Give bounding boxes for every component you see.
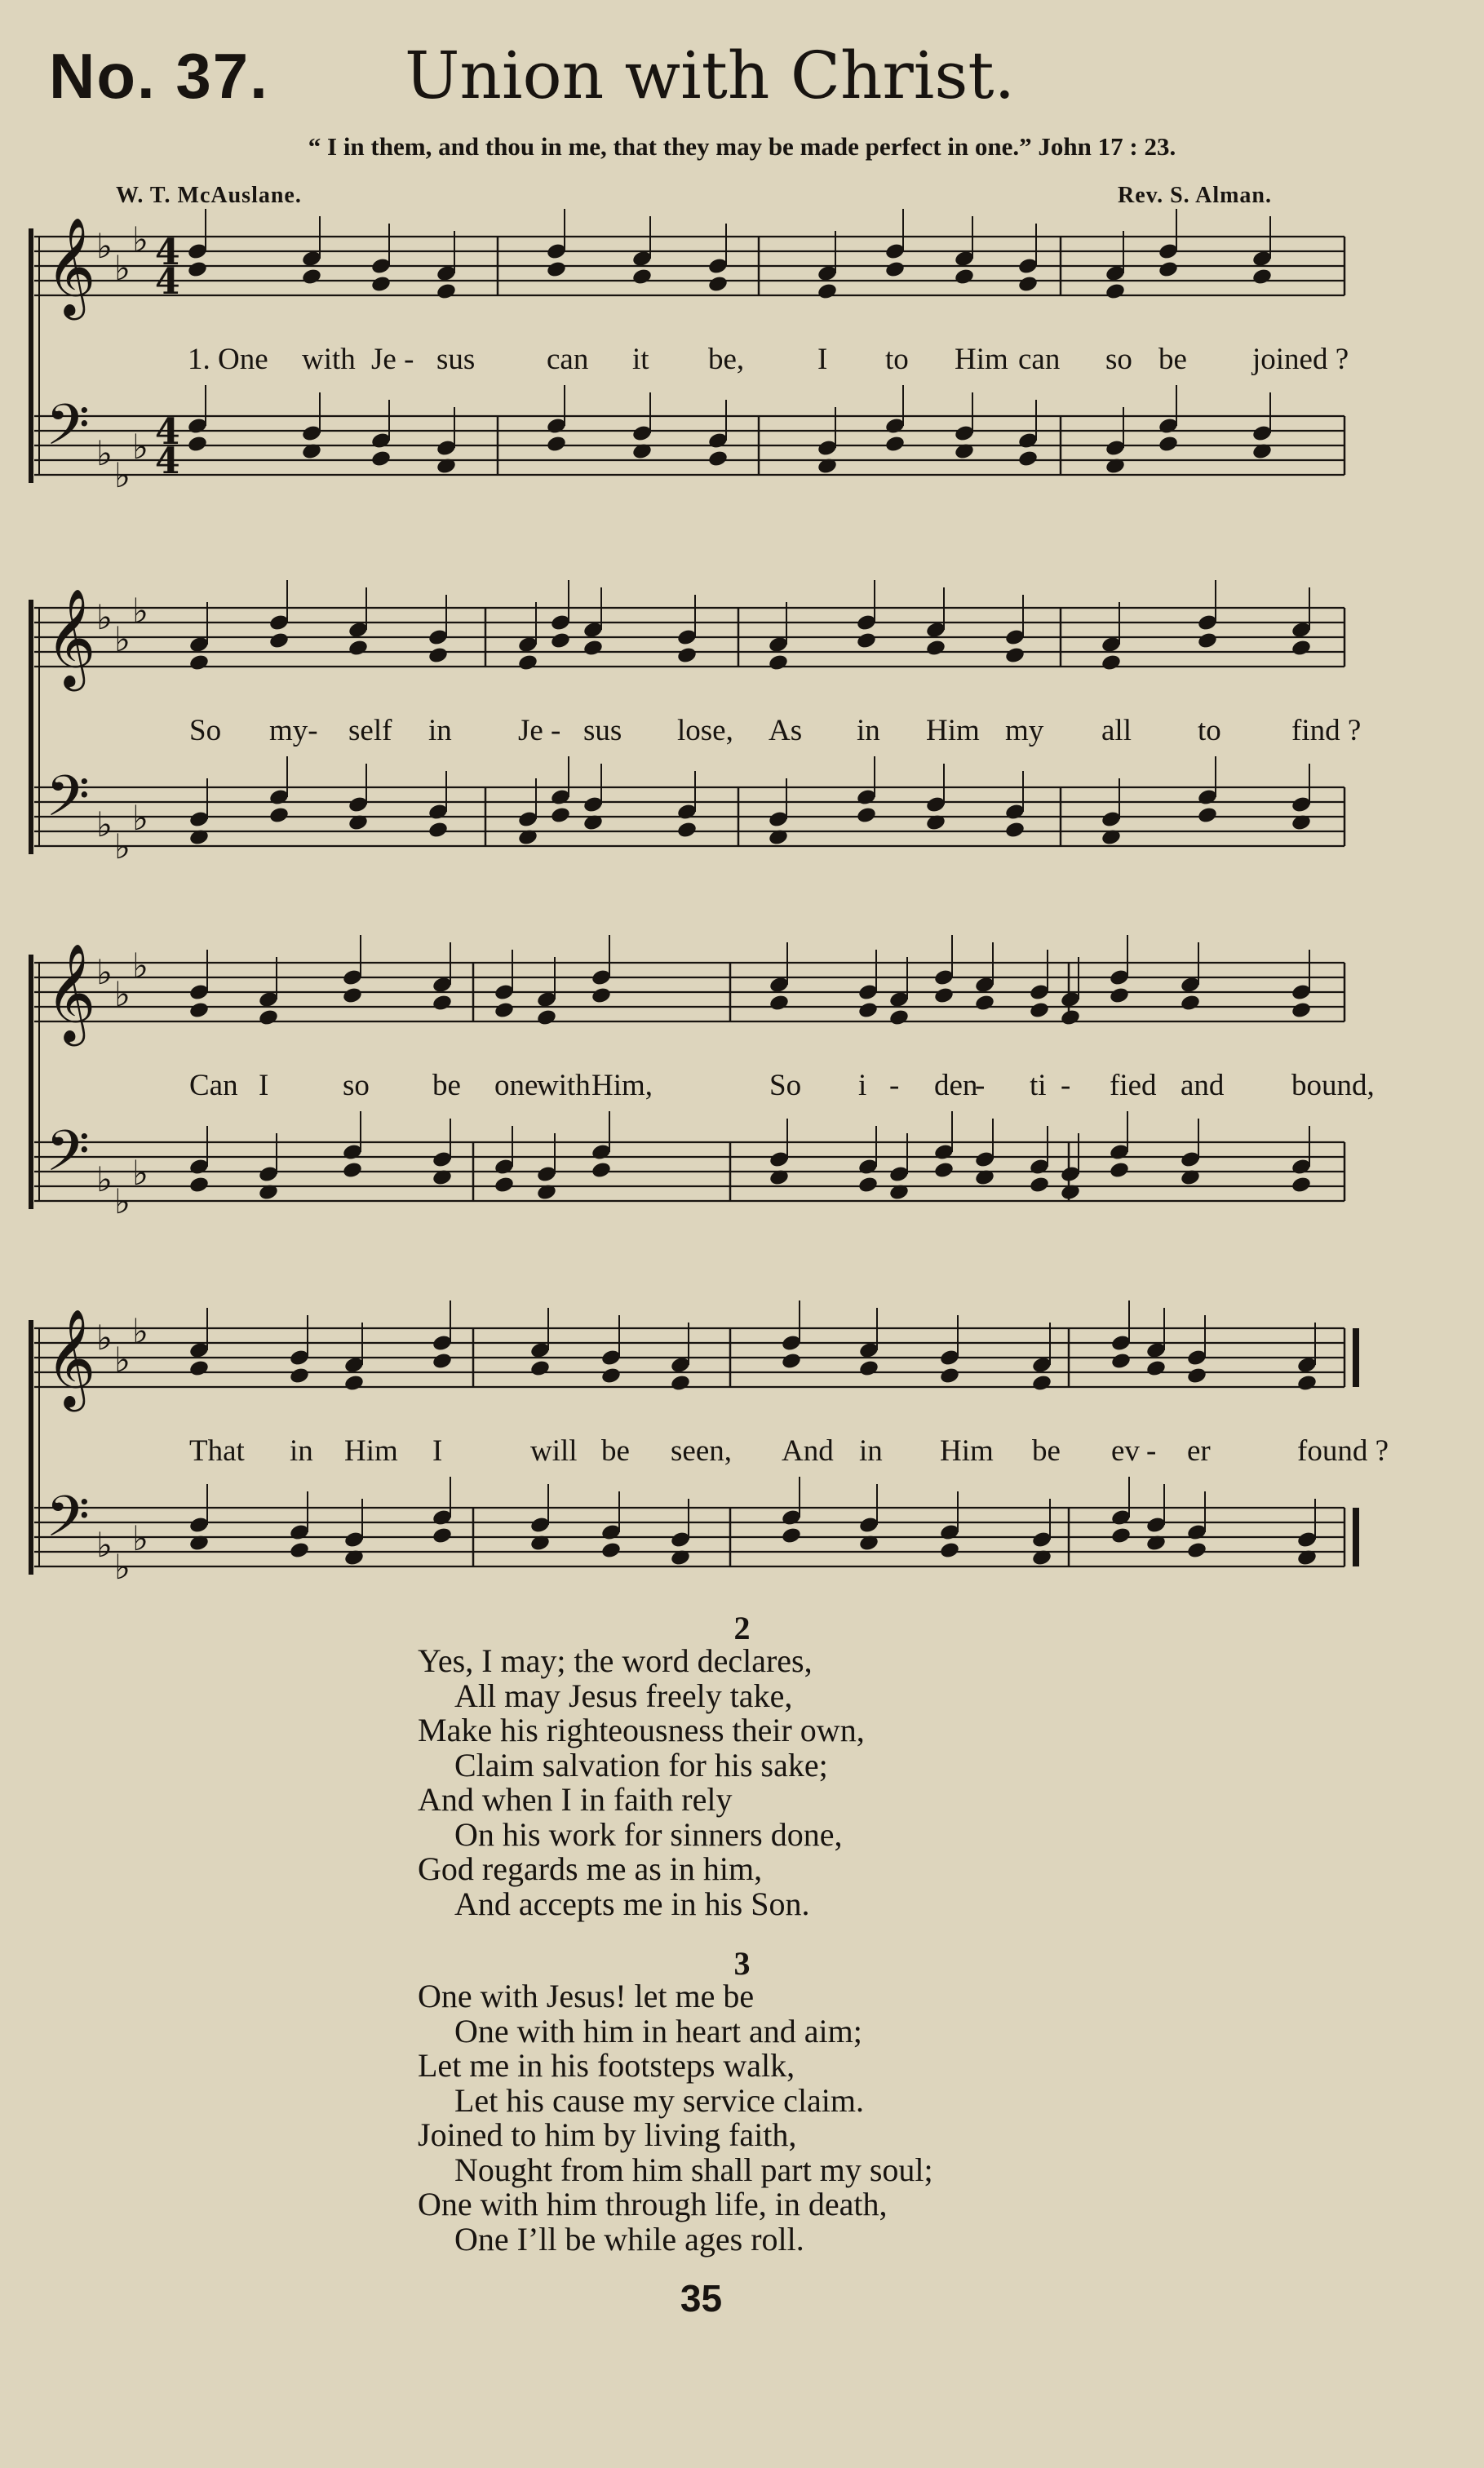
bass-clef-icon: 𝄢 bbox=[46, 1483, 91, 1563]
treble-note bbox=[1105, 282, 1126, 301]
verse-line: Make his righteousness their own, bbox=[418, 1712, 865, 1748]
verse-line: Let his cause my service claim. bbox=[454, 2081, 865, 2119]
treble-note bbox=[1197, 631, 1218, 650]
bass-note bbox=[546, 435, 567, 454]
lyric-syllable: can bbox=[547, 343, 589, 376]
flat-sign-icon: ♭ bbox=[132, 1314, 148, 1351]
treble-note bbox=[954, 268, 975, 286]
treble-note bbox=[1029, 1001, 1050, 1020]
treble-note bbox=[631, 268, 653, 286]
treble-note bbox=[536, 1008, 557, 1027]
treble-note bbox=[1180, 994, 1201, 1012]
flat-sign-icon: ♭ bbox=[96, 1162, 113, 1199]
bass-note bbox=[600, 1541, 622, 1560]
treble-note bbox=[1158, 260, 1179, 279]
lyric-syllable: found ? bbox=[1297, 1434, 1389, 1468]
verse-line: One with Jesus! let me be bbox=[418, 1978, 755, 2014]
treble-note bbox=[517, 654, 538, 672]
treble-note bbox=[939, 1367, 960, 1385]
lyric-syllable: it bbox=[632, 343, 649, 376]
lyric-syllable: den bbox=[934, 1069, 978, 1102]
lyric-syllable: - bbox=[1061, 1069, 1071, 1102]
treble-clef-icon: 𝄞 bbox=[46, 216, 96, 316]
lyric-syllable: - bbox=[1146, 1434, 1157, 1468]
bass-note bbox=[933, 1161, 955, 1180]
verse-line: God regards me as in him, bbox=[418, 1850, 763, 1887]
flat-sign-icon: ♭ bbox=[114, 1342, 131, 1380]
lyric-syllable: Je - bbox=[371, 343, 414, 376]
treble-note bbox=[858, 1359, 879, 1378]
treble-note bbox=[342, 986, 363, 1005]
treble-note bbox=[676, 646, 698, 665]
flat-sign-icon: ♭ bbox=[96, 807, 113, 844]
bass-note bbox=[591, 1161, 612, 1180]
lyric-syllable: - bbox=[975, 1069, 986, 1102]
bass-note bbox=[1029, 1176, 1050, 1194]
bass-note bbox=[1004, 821, 1026, 840]
bass-note bbox=[550, 806, 571, 825]
lyric-syllable: to bbox=[1198, 714, 1221, 747]
lyric-syllable: can bbox=[1018, 343, 1061, 376]
treble-note bbox=[1031, 1374, 1052, 1393]
flat-sign-icon: ♭ bbox=[114, 1549, 131, 1587]
treble-note bbox=[529, 1359, 551, 1378]
flat-sign-icon: ♭ bbox=[114, 622, 131, 659]
lyric-syllable: That bbox=[189, 1434, 245, 1468]
bass-note bbox=[188, 1176, 210, 1194]
lyric-syllable: Him bbox=[955, 343, 1008, 376]
flat-sign-icon: ♭ bbox=[132, 1155, 148, 1193]
treble-note bbox=[1060, 1008, 1081, 1027]
flat-sign-icon: ♭ bbox=[132, 1521, 148, 1558]
flat-sign-icon: ♭ bbox=[132, 429, 148, 467]
treble-note bbox=[494, 1001, 515, 1020]
lyric-syllable: my- bbox=[269, 714, 318, 747]
treble-note bbox=[268, 631, 290, 650]
bass-note bbox=[187, 435, 208, 454]
lyric-syllable: Can bbox=[189, 1069, 238, 1102]
lyric-syllable: self bbox=[348, 714, 392, 747]
bass-clef-icon: 𝄢 bbox=[46, 392, 91, 472]
treble-clef-icon: 𝄞 bbox=[46, 1308, 96, 1407]
bass-note bbox=[268, 806, 290, 825]
bass-note bbox=[857, 1176, 879, 1194]
lyric-syllable: As bbox=[769, 714, 803, 747]
flat-sign-icon: ♭ bbox=[96, 600, 113, 637]
treble-note bbox=[888, 1008, 910, 1027]
verse-line: And when I in faith rely bbox=[418, 1781, 733, 1818]
treble-note bbox=[1186, 1367, 1207, 1385]
time-signature: 4 bbox=[155, 261, 180, 303]
bass-clef-icon: 𝄢 bbox=[46, 1118, 91, 1198]
treble-note bbox=[856, 631, 877, 650]
verse-line: Let me in his footsteps walk, bbox=[418, 2047, 795, 2084]
bass-note bbox=[856, 806, 877, 825]
lyric-syllable: Je bbox=[518, 714, 543, 747]
treble-note bbox=[1017, 275, 1039, 294]
lyric-syllable: to bbox=[885, 343, 909, 376]
lyric-syllable: sus bbox=[583, 714, 622, 747]
lyric-syllable: So bbox=[189, 714, 222, 747]
flat-sign-icon: ♭ bbox=[114, 1184, 131, 1221]
lyric-syllable: er bbox=[1187, 1434, 1211, 1468]
treble-clef-icon: 𝄞 bbox=[46, 942, 96, 1042]
lyric-syllable: Him, bbox=[591, 1069, 653, 1102]
lyric-syllable: I bbox=[817, 343, 828, 376]
flat-sign-icon: ♭ bbox=[114, 977, 131, 1014]
lyric-syllable: I bbox=[259, 1069, 269, 1102]
treble-note bbox=[301, 268, 322, 286]
verse-line: One I’ll be while ages roll. bbox=[454, 2220, 804, 2258]
treble-note bbox=[343, 1374, 365, 1393]
lyric-syllable: - bbox=[889, 1069, 900, 1102]
treble-note bbox=[768, 654, 789, 672]
bass-note bbox=[1291, 1176, 1312, 1194]
flat-sign-icon: ♭ bbox=[96, 1527, 113, 1565]
lyric-syllable: all bbox=[1101, 714, 1132, 747]
treble-note bbox=[1109, 986, 1130, 1005]
treble-note bbox=[550, 631, 571, 650]
treble-note bbox=[187, 260, 208, 279]
treble-note bbox=[925, 639, 946, 658]
lyric-syllable: one bbox=[494, 1069, 538, 1102]
treble-note bbox=[1291, 1001, 1312, 1020]
lyric-syllable: be, bbox=[708, 343, 745, 376]
verse-2 bbox=[418, 1644, 865, 1921]
lyric-syllable: will bbox=[530, 1434, 578, 1468]
flat-sign-icon: ♭ bbox=[114, 829, 131, 866]
lyric-syllable: fied bbox=[1110, 1069, 1157, 1102]
time-signature: 4 bbox=[155, 232, 180, 273]
lyric-syllable: so bbox=[343, 1069, 370, 1102]
bass-note bbox=[289, 1541, 310, 1560]
lyric-syllable: in bbox=[857, 714, 880, 747]
time-signature: 4 bbox=[155, 441, 180, 482]
lyric-syllable: ev bbox=[1111, 1434, 1140, 1468]
bass-note bbox=[494, 1176, 515, 1194]
treble-note bbox=[1251, 268, 1273, 286]
composer-credit: W. T. McAuslane. bbox=[116, 183, 302, 208]
lyric-syllable: Him bbox=[940, 1434, 994, 1468]
treble-note bbox=[432, 994, 453, 1012]
lyric-syllable: so bbox=[1105, 343, 1132, 376]
treble-note bbox=[432, 1352, 453, 1371]
treble-note bbox=[769, 994, 790, 1012]
bass-note bbox=[1197, 806, 1218, 825]
treble-note bbox=[436, 282, 457, 301]
verse-line: One with him through life, in death, bbox=[418, 2186, 888, 2222]
lyric-syllable: So bbox=[769, 1069, 802, 1102]
treble-note bbox=[591, 986, 612, 1005]
treble-note bbox=[1101, 654, 1122, 672]
bass-note bbox=[342, 1161, 363, 1180]
lyric-syllable: in bbox=[290, 1434, 313, 1468]
bass-note bbox=[676, 821, 698, 840]
hymn-title: Union with Christ. bbox=[405, 38, 1016, 113]
hymn-number: No. 37. bbox=[49, 40, 269, 112]
treble-note bbox=[1004, 646, 1026, 665]
lyric-syllable: be bbox=[601, 1434, 630, 1468]
page-number: 35 bbox=[680, 2277, 723, 2320]
verse-2-number: 2 bbox=[733, 1610, 751, 1646]
scripture-epigraph: “ I in them, and thou in me, that they may be made perfect in one.” John 17 : 23. bbox=[308, 132, 1176, 161]
bass-note bbox=[1186, 1541, 1207, 1560]
lyric-syllable: be bbox=[1032, 1434, 1061, 1468]
flat-sign-icon: ♭ bbox=[132, 593, 148, 631]
treble-note bbox=[600, 1367, 622, 1385]
flat-sign-icon: ♭ bbox=[114, 458, 131, 495]
lyric-syllable: be bbox=[432, 1069, 461, 1102]
treble-note bbox=[348, 639, 369, 658]
lyric-syllable: be bbox=[1158, 343, 1187, 376]
treble-note bbox=[188, 1001, 210, 1020]
lyric-syllable: find ? bbox=[1291, 714, 1362, 747]
bass-note bbox=[884, 435, 906, 454]
bass-note bbox=[1109, 1161, 1130, 1180]
bass-note bbox=[939, 1541, 960, 1560]
treble-note bbox=[974, 994, 995, 1012]
verse-line: Joined to him by living faith, bbox=[418, 2116, 797, 2153]
treble-note bbox=[188, 1359, 210, 1378]
flat-sign-icon: ♭ bbox=[132, 222, 148, 259]
verse-line: On his work for sinners done, bbox=[454, 1815, 843, 1853]
treble-note bbox=[933, 986, 955, 1005]
treble-note bbox=[670, 1374, 691, 1393]
flat-sign-icon: ♭ bbox=[96, 1320, 113, 1358]
treble-note bbox=[707, 275, 729, 294]
bass-note bbox=[1158, 435, 1179, 454]
lyric-syllable: 1. One bbox=[188, 343, 268, 376]
lyric-syllable: with bbox=[302, 343, 356, 376]
lyric-syllable: i bbox=[858, 1069, 867, 1102]
bass-note bbox=[781, 1526, 802, 1545]
treble-note bbox=[1296, 1374, 1318, 1393]
verse-line: One with him in heart and aim; bbox=[454, 2012, 862, 2049]
lyric-syllable: sus bbox=[436, 343, 476, 376]
verse-line: Yes, I may; the word declares, bbox=[418, 1642, 813, 1679]
treble-note bbox=[546, 260, 567, 279]
verse-line: Nought from him shall part my soul; bbox=[454, 2151, 933, 2188]
flat-sign-icon: ♭ bbox=[96, 955, 113, 992]
lyric-syllable: in bbox=[859, 1434, 883, 1468]
lyric-syllable: seen, bbox=[671, 1434, 732, 1468]
lyric-syllable: bound, bbox=[1291, 1069, 1375, 1102]
verse-line: Claim salvation for his sake; bbox=[454, 1746, 828, 1783]
author-credit: Rev. S. Alman. bbox=[1117, 183, 1272, 208]
bass-note bbox=[1110, 1526, 1132, 1545]
lyric-syllable: Him bbox=[344, 1434, 398, 1468]
treble-note bbox=[427, 646, 449, 665]
flat-sign-icon: ♭ bbox=[96, 436, 113, 473]
bass-note bbox=[432, 1526, 453, 1545]
treble-note bbox=[258, 1008, 279, 1027]
treble-note bbox=[884, 260, 906, 279]
treble-note bbox=[781, 1352, 802, 1371]
lyric-syllable: joined ? bbox=[1252, 343, 1349, 376]
treble-note bbox=[370, 275, 392, 294]
verse-3-number: 3 bbox=[733, 1945, 751, 1982]
flat-sign-icon: ♭ bbox=[96, 228, 113, 266]
lyric-syllable: I bbox=[432, 1434, 443, 1468]
verse-3 bbox=[418, 1979, 933, 2257]
lyric-syllable: in bbox=[428, 714, 452, 747]
bass-note bbox=[370, 450, 392, 468]
flat-sign-icon: ♭ bbox=[132, 800, 148, 838]
treble-note bbox=[289, 1367, 310, 1385]
treble-note bbox=[1110, 1352, 1132, 1371]
treble-note bbox=[817, 282, 838, 301]
lyric-syllable: with bbox=[537, 1069, 591, 1102]
treble-note bbox=[188, 654, 210, 672]
lyric-syllable: Him bbox=[926, 714, 980, 747]
lyric-syllable: - bbox=[551, 714, 561, 747]
bass-note bbox=[427, 821, 449, 840]
verse-line: And accepts me in his Son. bbox=[454, 1885, 810, 1922]
verse-line: All may Jesus freely take, bbox=[454, 1677, 793, 1714]
lyric-syllable: And bbox=[782, 1434, 834, 1468]
treble-note bbox=[1291, 639, 1312, 658]
treble-note bbox=[1145, 1359, 1167, 1378]
treble-clef-icon: 𝄞 bbox=[46, 587, 96, 687]
bass-note bbox=[1017, 450, 1039, 468]
lyric-syllable: and bbox=[1181, 1069, 1225, 1102]
bass-note bbox=[707, 450, 729, 468]
lyric-syllable: my bbox=[1005, 714, 1044, 747]
lyric-syllable: ti bbox=[1030, 1069, 1047, 1102]
time-signature: 4 bbox=[155, 411, 180, 453]
treble-note bbox=[857, 1001, 879, 1020]
flat-sign-icon: ♭ bbox=[132, 948, 148, 986]
lyric-syllable: lose, bbox=[677, 714, 733, 747]
treble-note bbox=[583, 639, 604, 658]
bass-clef-icon: 𝄢 bbox=[46, 763, 91, 843]
flat-sign-icon: ♭ bbox=[114, 250, 131, 288]
